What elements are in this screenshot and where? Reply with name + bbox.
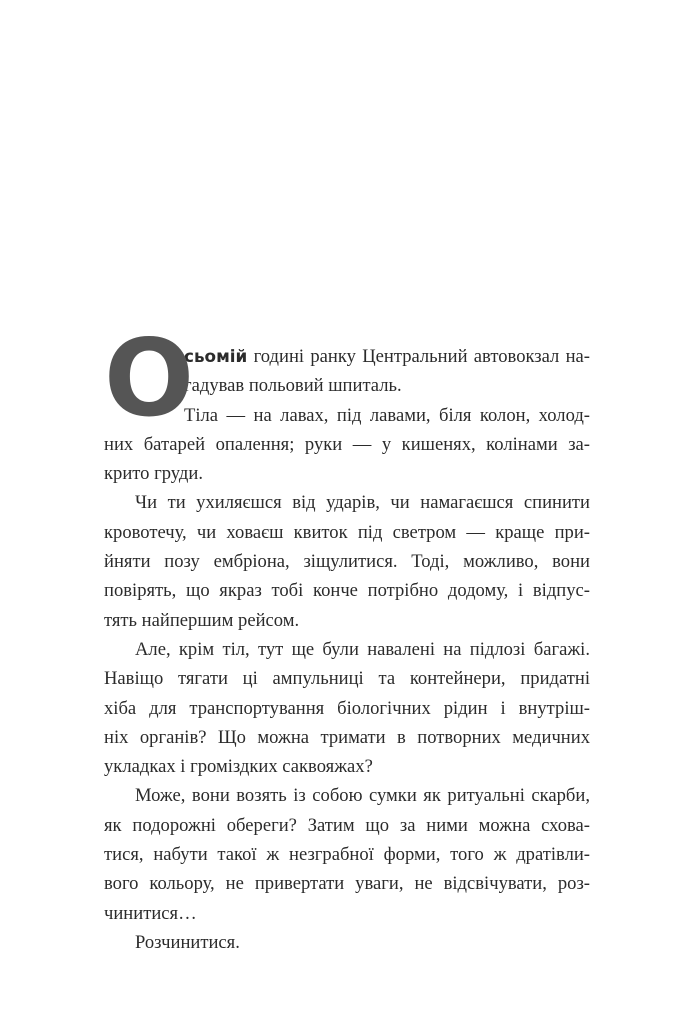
text-line: ніх органів? Що можна тримати в потворних медичних [104, 726, 590, 748]
paragraph-3 [104, 635, 590, 781]
paragraph-2 [104, 488, 590, 634]
text-line: Чи ти ухиляєшся від ударів, чи намагаєшся спинити [135, 492, 590, 514]
text-line: як подорожні обереги? Затим що за ними можна схова- [104, 814, 590, 836]
text-line: них батарей опалення; руки — у кишенях, колінами за- [104, 433, 590, 455]
text-line: хіба для транспортування біологічних рідин і внутріш- [104, 697, 590, 719]
text-line: гадував польовий шпиталь. [184, 375, 402, 397]
chapter-text [104, 317, 591, 957]
text-line: кровотечу, чи ховаєш квиток під светром — краще при- [104, 521, 590, 543]
text-line: Але, крім тіл, тут ще були навалені на підлозі багажі. [135, 638, 590, 660]
text-line: крито груди. [104, 463, 203, 485]
text-line: йняти позу ембріона, зіщулитися. Тоді, можливо, вони [104, 551, 590, 573]
text-line: Тіла — на лавах, під лавами, біля колон, холод- [184, 404, 590, 426]
text-line-content: годині ранку Центральний автовокзал на- [253, 346, 591, 367]
paragraph-1 [104, 317, 591, 488]
text-line: Може, вони возять із собою сумки як ритуальні скарби, [135, 785, 590, 807]
text-line: чинитися… [104, 902, 197, 924]
paragraph-4 [104, 781, 590, 927]
text-line: укладках і громіздких саквояжах? [104, 756, 373, 778]
text-line: повірять, що якраз тобі конче потрібно додому, і відпус- [104, 580, 590, 602]
lead-word: сьомій [184, 346, 248, 366]
text-line: тять найпершим рейсом. [104, 609, 300, 631]
text-line: Розчинитися. [135, 931, 240, 953]
drop-cap-letter: О [104, 317, 195, 440]
paragraph-5 [104, 928, 590, 957]
text-line: вого кольору, не привертати уваги, не відсвічувати, роз- [104, 873, 590, 895]
text-line: тися, набути такої ж незграбної форми, того ж дратівли- [104, 844, 590, 866]
text-line: Навіщо тягати ці ампульниці та контейнери, придатні [104, 668, 590, 690]
